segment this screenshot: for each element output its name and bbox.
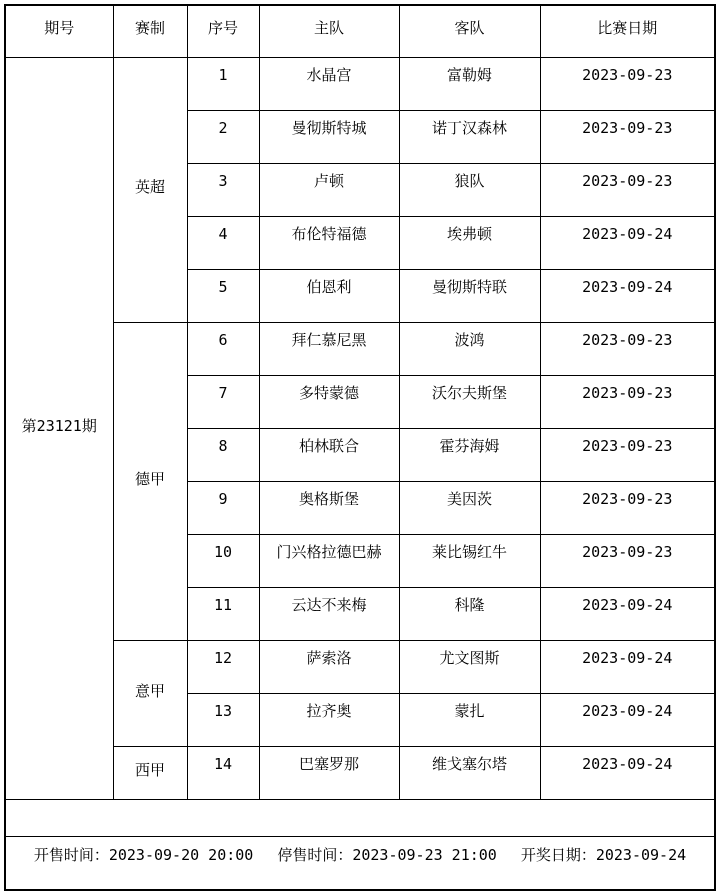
- home-team-cell: 柏林联合: [259, 428, 399, 481]
- home-team-cell: 伯恩利: [259, 269, 399, 322]
- match-date-cell: 2023-09-24: [540, 587, 715, 640]
- header-period: 期号: [5, 5, 113, 57]
- sale-start-time: 开售时间：2023-09-20 20:00: [33, 846, 254, 865]
- home-team-cell: 门兴格拉德巴赫: [259, 534, 399, 587]
- home-team-cell: 萨索洛: [259, 640, 399, 693]
- match-number-cell: 8: [187, 428, 259, 481]
- header-league: 赛制: [113, 5, 187, 57]
- league-cell-bundesliga: 德甲: [113, 322, 187, 640]
- league-cell-la-liga: 西甲: [113, 746, 187, 799]
- home-team-cell: 多特蒙德: [259, 375, 399, 428]
- away-team-cell: 曼彻斯特联: [399, 269, 540, 322]
- match-number-cell: 11: [187, 587, 259, 640]
- match-number-cell: 1: [187, 57, 259, 110]
- match-date-cell: 2023-09-24: [540, 269, 715, 322]
- period-cell: 第23121期: [5, 57, 113, 799]
- header-away-team: 客队: [399, 5, 540, 57]
- match-date-cell: 2023-09-23: [540, 57, 715, 110]
- away-team-cell: 富勒姆: [399, 57, 540, 110]
- away-team-cell: 科隆: [399, 587, 540, 640]
- footer-cell: [5, 836, 715, 890]
- home-team-cell: 布伦特福德: [259, 216, 399, 269]
- away-team-cell: 莱比锡红牛: [399, 534, 540, 587]
- home-team-cell: 曼彻斯特城: [259, 110, 399, 163]
- draw-date: 开奖日期：2023-09-24: [520, 846, 687, 865]
- match-date-cell: 2023-09-23: [540, 375, 715, 428]
- match-number-cell: 6: [187, 322, 259, 375]
- match-number-cell: 14: [187, 746, 259, 799]
- match-number-cell: 5: [187, 269, 259, 322]
- home-team-cell: 水晶宫: [259, 57, 399, 110]
- match-number-cell: 3: [187, 163, 259, 216]
- away-team-cell: 蒙扎: [399, 693, 540, 746]
- away-team-cell: 沃尔夫斯堡: [399, 375, 540, 428]
- match-date-cell: 2023-09-23: [540, 481, 715, 534]
- match-date-cell: 2023-09-23: [540, 110, 715, 163]
- header-home-team: 主队: [259, 5, 399, 57]
- match-date-cell: 2023-09-24: [540, 216, 715, 269]
- match-number-cell: 4: [187, 216, 259, 269]
- header-match-date: 比赛日期: [540, 5, 715, 57]
- league-cell-serie-a: 意甲: [113, 640, 187, 746]
- match-row: [5, 57, 715, 110]
- home-team-cell: 拜仁慕尼黑: [259, 322, 399, 375]
- match-date-cell: 2023-09-23: [540, 163, 715, 216]
- away-team-cell: 维戈塞尔塔: [399, 746, 540, 799]
- home-team-cell: 奥格斯堡: [259, 481, 399, 534]
- away-team-cell: 霍芬海姆: [399, 428, 540, 481]
- match-number-cell: 2: [187, 110, 259, 163]
- spacer-row: [5, 799, 715, 836]
- footer-row: [5, 836, 715, 890]
- away-team-cell: 美因茨: [399, 481, 540, 534]
- spacer-cell: [5, 799, 715, 836]
- home-team-cell: 云达不来梅: [259, 587, 399, 640]
- home-team-cell: 卢顿: [259, 163, 399, 216]
- match-number-cell: 7: [187, 375, 259, 428]
- away-team-cell: 波鸿: [399, 322, 540, 375]
- away-team-cell: 诺丁汉森林: [399, 110, 540, 163]
- match-number-cell: 12: [187, 640, 259, 693]
- match-date-cell: 2023-09-24: [540, 693, 715, 746]
- match-number-cell: 13: [187, 693, 259, 746]
- match-number-cell: 10: [187, 534, 259, 587]
- footer-times: [6, 844, 714, 865]
- match-number-cell: 9: [187, 481, 259, 534]
- home-team-cell: 巴塞罗那: [259, 746, 399, 799]
- league-cell-premier-league: 英超: [113, 57, 187, 322]
- match-date-cell: 2023-09-24: [540, 746, 715, 799]
- match-date-cell: 2023-09-23: [540, 428, 715, 481]
- away-team-cell: 狼队: [399, 163, 540, 216]
- away-team-cell: 尤文图斯: [399, 640, 540, 693]
- match-date-cell: 2023-09-24: [540, 640, 715, 693]
- header-number: 序号: [187, 5, 259, 57]
- sale-end-time: 停售时间：2023-09-23 21:00: [277, 846, 497, 865]
- home-team-cell: 拉齐奥: [259, 693, 399, 746]
- match-date-cell: 2023-09-23: [540, 534, 715, 587]
- header-row: [5, 5, 715, 57]
- match-schedule-table: [4, 4, 716, 891]
- away-team-cell: 埃弗顿: [399, 216, 540, 269]
- match-date-cell: 2023-09-23: [540, 322, 715, 375]
